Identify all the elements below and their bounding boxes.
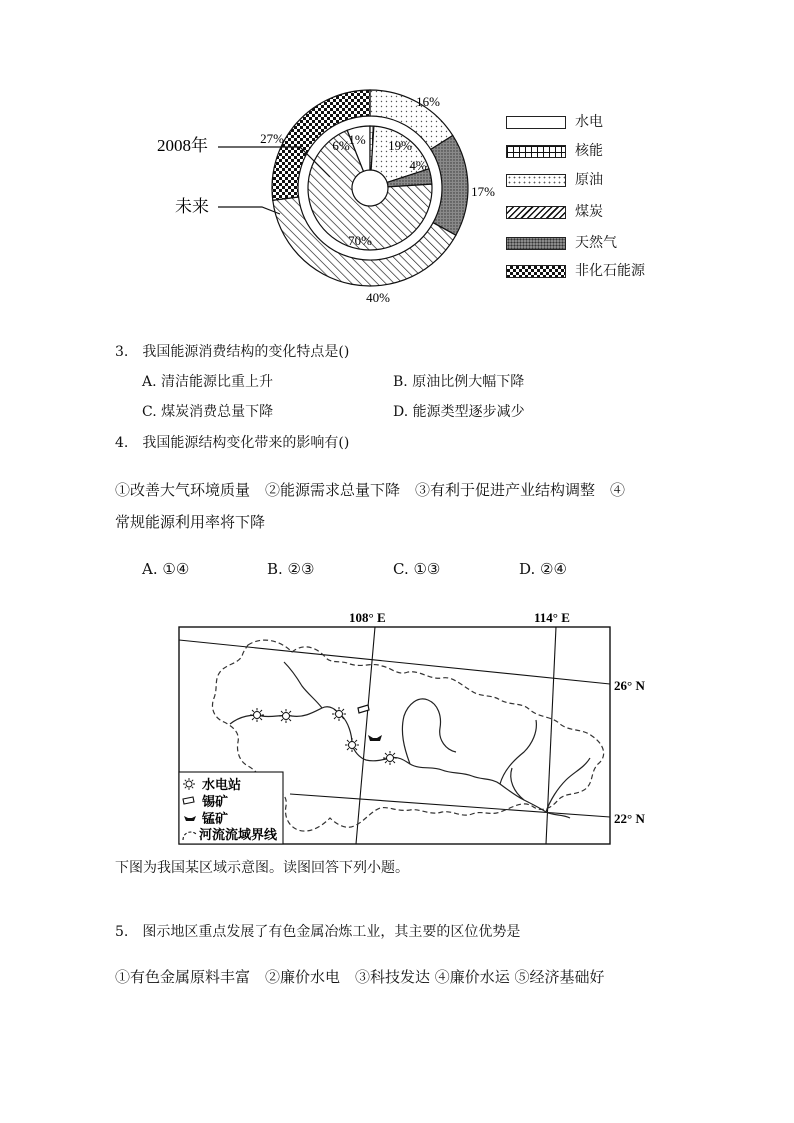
- map-legend-tin: 锡矿: [202, 794, 229, 809]
- legend-label: 非化石能源: [575, 263, 645, 279]
- section-intro: 下图为我国某区域示意图。读图回答下列小题。: [115, 860, 409, 876]
- legend-swatch-nonfossil: [506, 265, 566, 278]
- donut-inner-label-3: 4%: [409, 158, 427, 173]
- pointer-future: [218, 207, 280, 214]
- donut-inner-label-2: 19%: [388, 138, 412, 153]
- question-5-line1: ①有色金属原料丰富 ②廉价水电 ③科技发达 ④廉价水运 ⑤经济基础好: [115, 968, 605, 986]
- map-legend: [179, 772, 283, 844]
- question-3-option-d: D. 能源类型逐步减少: [393, 404, 525, 420]
- map-legend-hydro: 水电站: [202, 777, 242, 792]
- donut-outer-label-1: 17%: [471, 184, 495, 199]
- energy-structure-chart: [150, 88, 510, 313]
- question-3-option-a: A. 清洁能源比重上升: [142, 374, 274, 390]
- lat-22-label: 22° N: [614, 811, 645, 826]
- question-4-stem: 4. 我国能源结构变化带来的影响有(): [115, 435, 350, 451]
- label-future: 未来: [175, 197, 209, 216]
- legend-swatch-coal: [506, 206, 566, 219]
- legend-label: 原油: [575, 172, 603, 188]
- question-4-line1: ①改善大气环境质量 ②能源需求总量下降 ③有利于促进产业结构调整 ④: [115, 481, 626, 499]
- donut-inner-label-0: 6%: [332, 138, 350, 153]
- legend-label: 核能: [575, 143, 603, 159]
- question-5-stem: 5. 图示地区重点发展了有色金属冶炼工业，其主要的区位优势是: [115, 924, 521, 940]
- donut-outer-label-3: 27%: [260, 131, 284, 146]
- donut-outer-ring: [272, 90, 468, 286]
- region-map: [170, 603, 665, 848]
- legend-swatch-oil: [506, 174, 566, 187]
- question-4-option-d: D. ②④: [519, 560, 567, 578]
- question-3-stem: 3. 我国能源消费结构的变化特点是(): [115, 344, 350, 360]
- legend-label: 水电: [575, 114, 603, 130]
- legend-swatch-nuclear: [506, 145, 566, 158]
- question-3-option-b: B. 原油比例大幅下降: [393, 374, 525, 390]
- question-4-option-a: A. ①④: [142, 560, 190, 578]
- question-4-line2: 常规能源利用率将下降: [115, 513, 266, 531]
- lon-108-label: 108° E: [349, 610, 386, 625]
- map-legend-boundary: 河流流域界线: [199, 827, 278, 842]
- question-4-option-c: C. ①③: [393, 560, 441, 578]
- donut-outer-label-2: 40%: [366, 290, 390, 305]
- question-3-option-c: C. 煤炭消费总量下降: [142, 404, 274, 420]
- question-4-option-b: B. ②③: [267, 560, 315, 578]
- map-legend-manganese: 锰矿: [202, 811, 229, 826]
- donut-inner-ring: [308, 126, 432, 250]
- donut-outer-slice-1: [431, 135, 468, 235]
- donut-outer-label-0: 16%: [416, 94, 440, 109]
- legend-label: 煤炭: [575, 204, 603, 220]
- legend-label: 天然气: [575, 235, 617, 251]
- legend-swatch-hydro: [506, 116, 566, 129]
- lat-26-label: 26° N: [614, 678, 645, 693]
- donut-inner-label-4: 70%: [348, 233, 372, 248]
- donut-inner-label-1: 1%: [348, 132, 366, 147]
- legend-swatch-gas: [506, 237, 566, 250]
- label-2008: 2008年: [157, 136, 208, 155]
- lon-114-label: 114° E: [534, 610, 570, 625]
